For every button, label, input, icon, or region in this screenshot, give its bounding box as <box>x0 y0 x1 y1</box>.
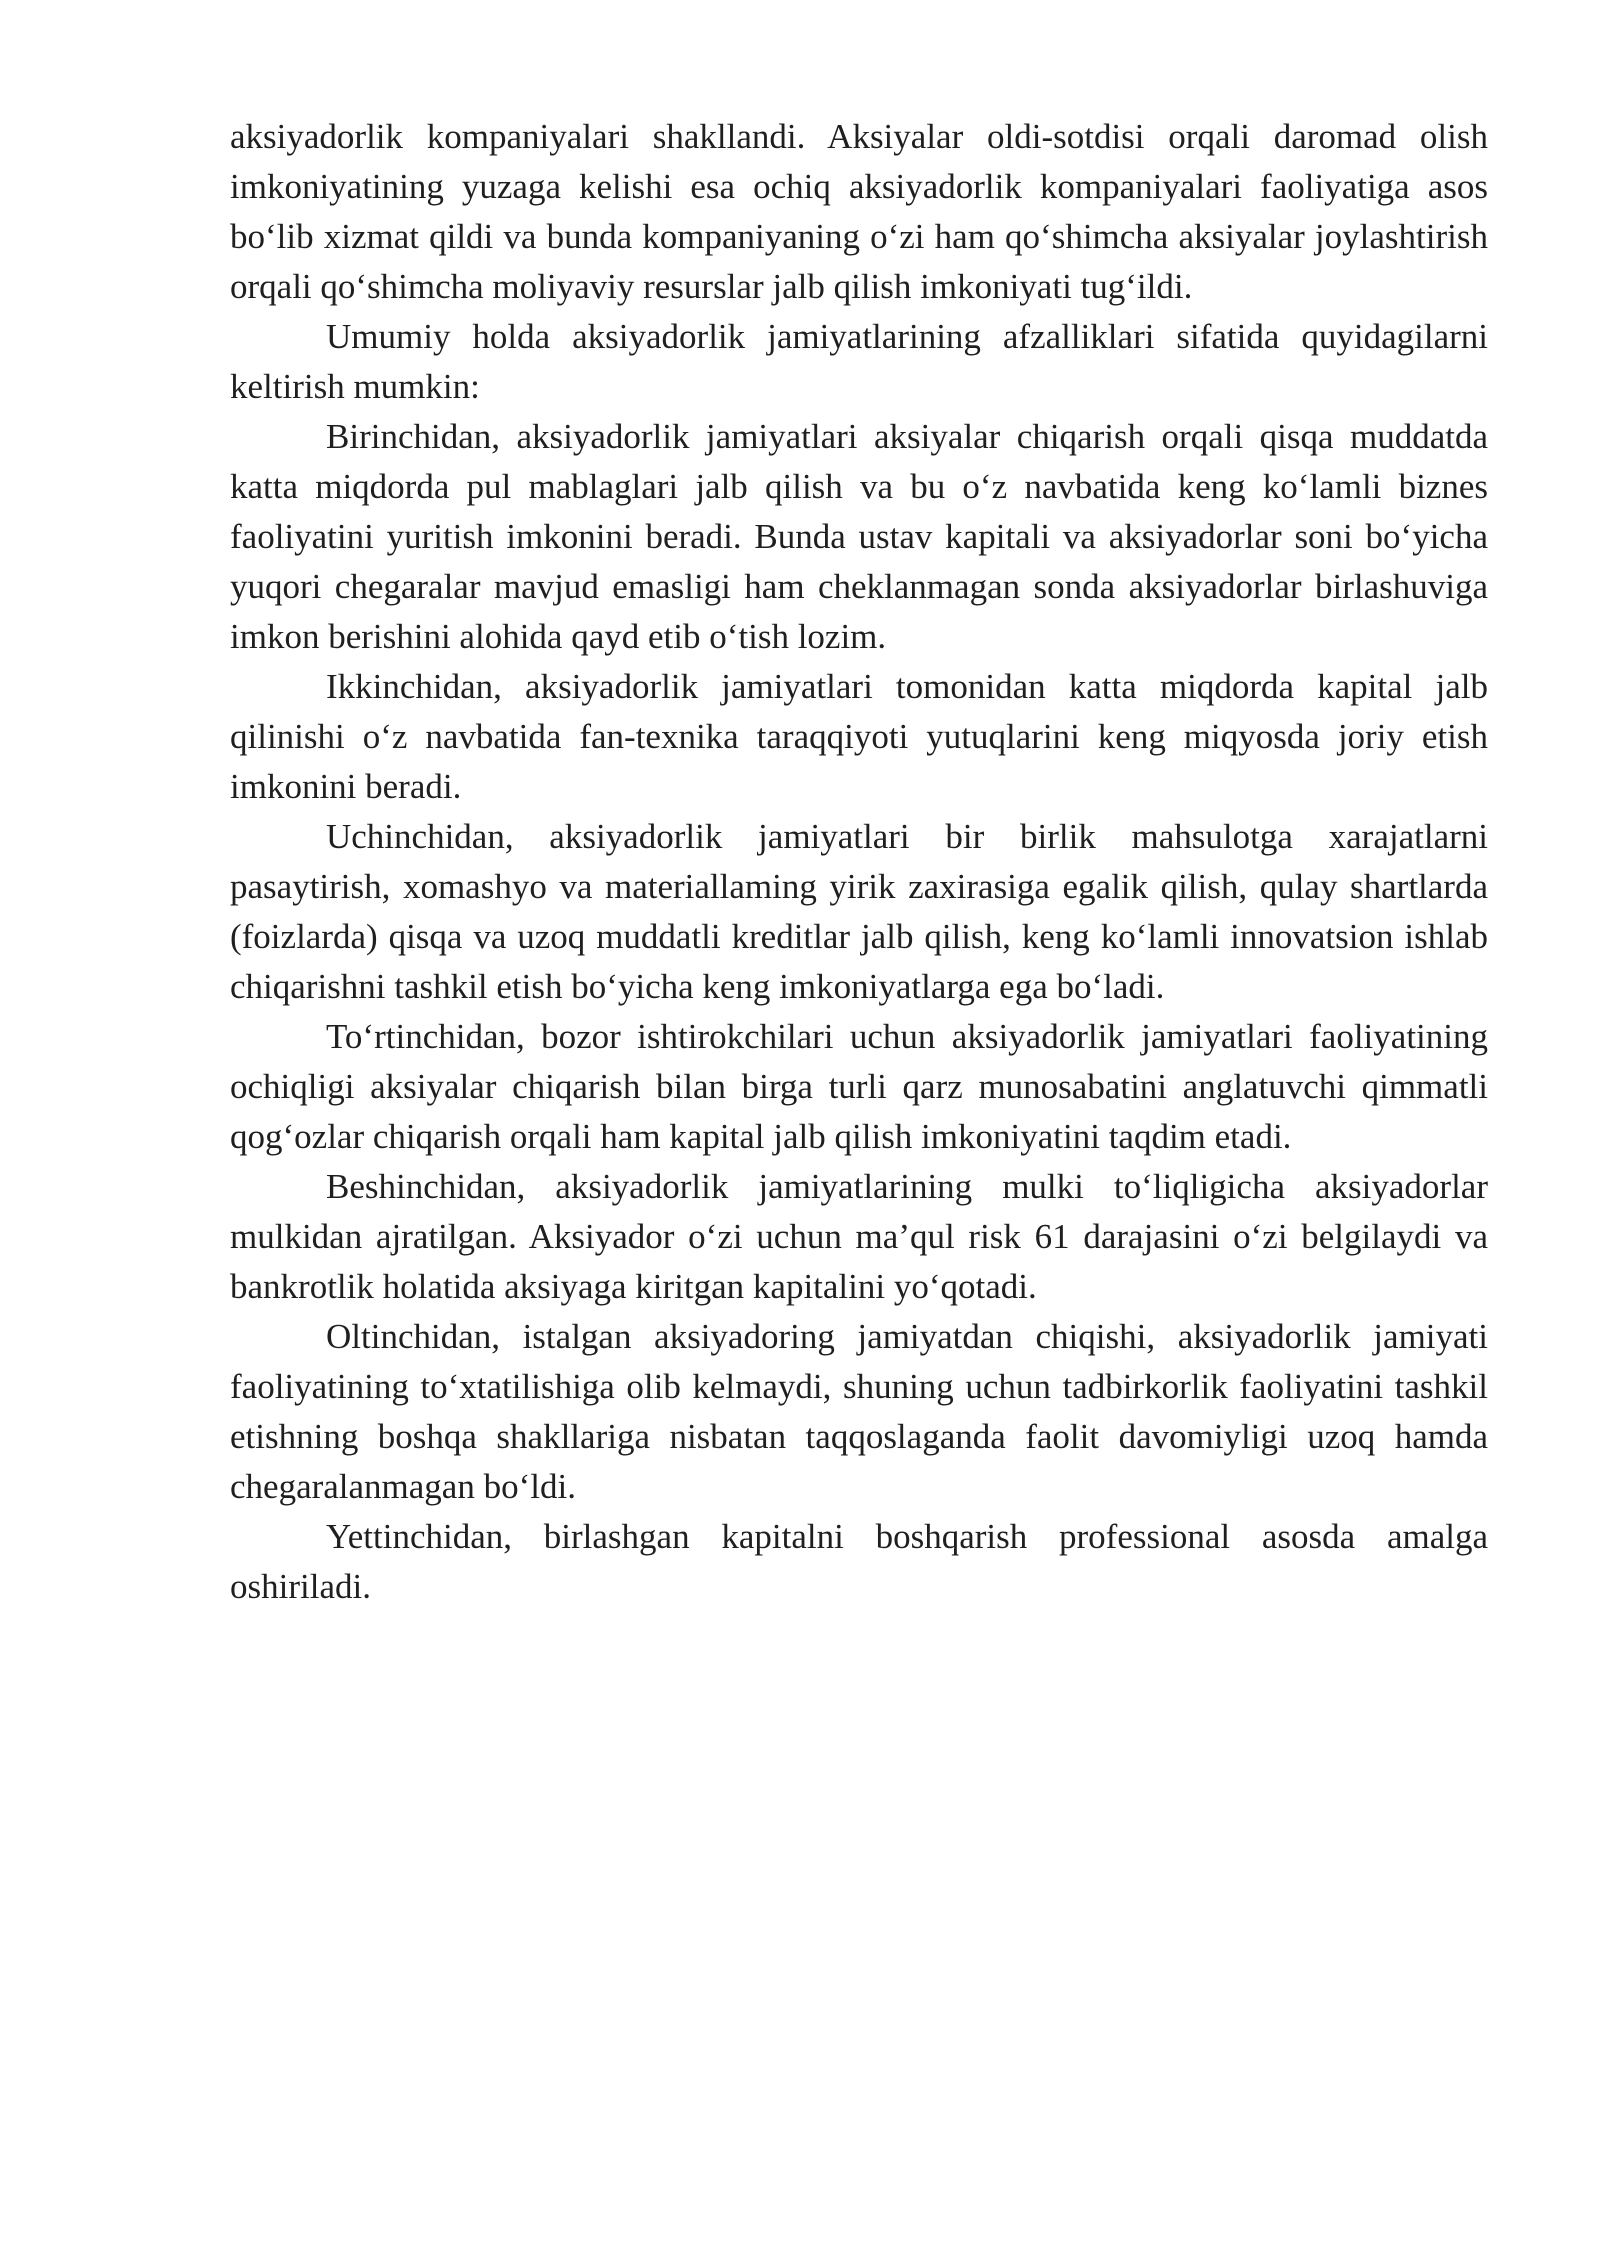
paragraph-fourth-advantage: To‘rtinchidan, bozor ishtirokchilari uchun aksiyadorlik jamiyatlari faoliyatining ochiqligi aksiyalar chiqarish bilan birga turli qarz munosabatini anglatuvchi qimmatli qog‘ozlar chiqarish orqali ham kapital jalb qilish imkoniyatini taqdim etadi. <box>230 1017 1488 1156</box>
paragraph-second-advantage: Ikkinchidan, aksiyadorlik jamiyatlari tomonidan katta miqdorda kapital jalb qilinishi o‘z navbatida fan-texnika taraqqiyoti yutuqlarini keng miqyosda joriy etish imkonini beradi. <box>230 667 1488 806</box>
paragraph-seventh-advantage: Yettinchidan, birlashgan kapitalni boshqarish professional asosda amalga oshiriladi. <box>230 1517 1488 1606</box>
paragraph-first-advantage: Birinchidan, aksiyadorlik jamiyatlari aksiyalar chiqarish orqali qisqa muddatda katta miqdorda pul mablaglari jalb qilish va bu o‘z navbatida keng ko‘lamli biznes faoliyatini yuritish imkonini beradi. Bunda ustav kapitali va aksiyadorlar soni bo‘yicha yuqori chegaralar mavjud emasligi ham cheklanmagan sonda aksiyadorlar birlashuviga imkon berishini alohida qayd etib o‘tish lozim. <box>230 417 1488 656</box>
document-body <box>230 112 1488 1612</box>
paragraph-fifth-advantage: Beshinchidan, aksiyadorlik jamiyatlarining mulki to‘liqligicha aksiyadorlar mulkidan ajratilgan. Aksiyador o‘zi uchun ma’qul risk 61 darajasini o‘zi belgilaydi va bankrotlik holatida aksiyaga kiritgan kapitalini yo‘qotadi. <box>230 1167 1488 1306</box>
paragraph-advantages-intro: Umumiy holda aksiyadorlik jamiyatlarining afzalliklari sifatida quyidagilarni keltirish mumkin: <box>230 317 1488 406</box>
paragraph-sixth-advantage: Oltinchidan, istalgan aksiyadoring jamiyatdan chiqishi, aksiyadorlik jamiyati faoliyatining to‘xtatilishiga olib kelmaydi, shuning uchun tadbirkorlik faoliyatini tashkil etishning boshqa shakllariga nisbatan taqqoslaganda faolit davomiyligi uzoq hamda chegaralanmagan bo‘ldi. <box>230 1317 1488 1506</box>
paragraph-intro-continuation: aksiyadorlik kompaniyalari shakllandi. Aksiyalar oldi-sotdisi orqali daromad olish imkoniyatining yuzaga kelishi esa ochiq aksiyadorlik kompaniyalari faoliyatiga asos bo‘lib xizmat qildi va bunda kompaniyaning o‘zi ham qo‘shimcha aksiyalar joylashtirish orqali qo‘shimcha moliyaviy resurslar jalb qilish imkoniyati tug‘ildi. <box>230 117 1488 306</box>
paragraph-third-advantage: Uchinchidan, aksiyadorlik jamiyatlari bir birlik mahsulotga xarajatlarni pasaytirish, xomashyo va materiallaming yirik zaxirasiga egalik qilish, qulay shartlarda (foizlarda) qisqa va uzoq muddatli kreditlar jalb qilish, keng ko‘lamli innovatsion ishlab chiqarishni tashkil etish bo‘yicha keng imkoniyatlarga ega bo‘ladi. <box>230 817 1488 1006</box>
